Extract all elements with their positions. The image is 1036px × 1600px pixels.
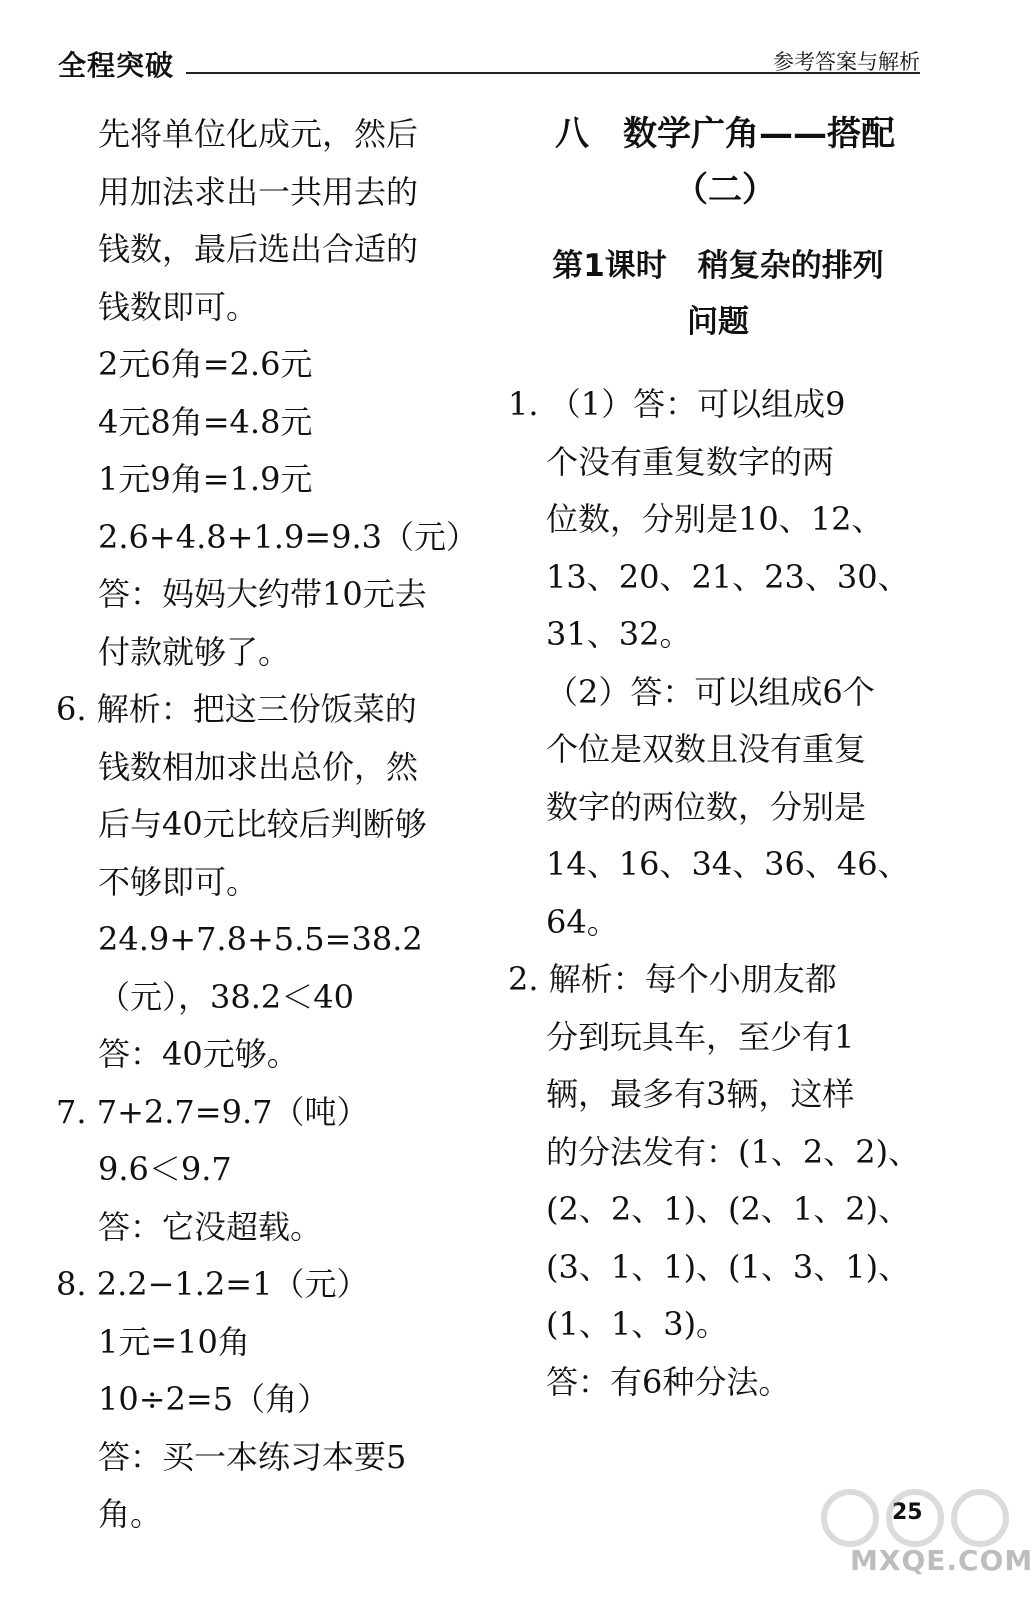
answer-line: 4元8角=4.8元 [98,402,313,441]
answer-line: 1元9角=1.9元 [98,460,313,498]
answer-line: 64。 [546,902,619,941]
answer-line: 个位是双数且没有重复 [546,730,867,768]
lesson-title-line2: 问题 [687,304,749,340]
answer-line: 钱数即可。 [98,287,259,326]
answer-line: 用加法求出一共用去的 [98,172,419,211]
answer-line: 位数，分别是10、12、 [546,500,884,538]
answer-line: 2.6+4.8+1.9=9.3（元） [98,517,479,556]
answer-line: 2元6角=2.6元 [98,345,313,383]
answer-line: 7. 7+2.7=9.7（吨） [56,1092,369,1131]
spacer [508,350,928,376]
answer-line: 辆，最多有3辆，这样 [546,1075,855,1113]
answer-line: 分到玩具车，至少有1 [546,1017,855,1056]
watermark-text: MXQE.COM [850,1544,1034,1577]
left-column [56,106,479,1544]
answer-line: 先将单位化成元，然后 [98,115,419,153]
answer-line: (2、2、1)、(2、1、2)、 [546,1190,911,1228]
answer-line: 24.9+7.8+5.5=38.2 [98,920,423,958]
answer-line: 的分法发有：(1、2、2)、 [546,1132,921,1171]
answer-line: 答：妈妈大约带10元去 [98,575,427,613]
page-header [58,40,920,82]
right-answer-lines [508,376,928,1411]
answer-line: 钱数相加求出总价，然 [98,747,419,786]
right-column [508,106,928,1411]
answer-line: 后与40元比较后判断够 [98,805,427,843]
answer-line: 答：买一本练习本要5 [98,1437,407,1476]
answer-line: (1、1、3)。 [546,1305,729,1343]
answer-line: （2）答：可以组成6个 [546,672,875,711]
chapter-title-line1: 八 数学广角——搭配 [555,114,895,154]
answer-line: （元），38.2＜40 [98,977,354,1016]
brand-logo-text: 全程突破 [58,49,175,82]
answer-line: 钱数，最后选出合适的 [98,230,419,268]
answer-line: 不够即可。 [98,862,259,901]
answer-line: 2. 解析：每个小朋友都 [508,960,837,998]
chapter-title-line2: （二） [674,170,776,210]
answer-line: 付款就够了。 [98,632,291,671]
answer-line: 个没有重复数字的两 [546,442,835,481]
answer-line: 答：有6种分法。 [546,1362,791,1401]
answer-line: 13、20、21、23、30、 [546,557,910,596]
answer-line: 31、32。 [546,615,692,653]
answer-line: 6. 解析：把这三份饭菜的 [56,690,417,728]
answer-line: 1. （1）答：可以组成9 [508,385,846,423]
answer-line: 9.6＜9.7 [98,1150,232,1188]
answer-line: 答：40元够。 [98,1035,299,1073]
answer-line: 角。 [98,1495,163,1533]
header-section-title: 参考答案与解析 [773,50,920,74]
answer-line: 10÷2=5（角） [98,1380,330,1418]
answer-line: (3、1、1)、(1、3、1)、 [546,1247,911,1286]
answer-line: 答：它没超载。 [98,1207,323,1246]
answer-line: 数字的两位数，分别是 [546,787,867,826]
answer-line: 8. 2.2−1.2=1（元） [56,1265,369,1303]
answer-line: 14、16、34、36、46、 [546,845,910,883]
answer-line: 1元=10角 [98,1322,250,1361]
lesson-title-line1: 第1课时 稍复杂的排列 [552,248,884,284]
page-number: 25 [892,1500,923,1525]
